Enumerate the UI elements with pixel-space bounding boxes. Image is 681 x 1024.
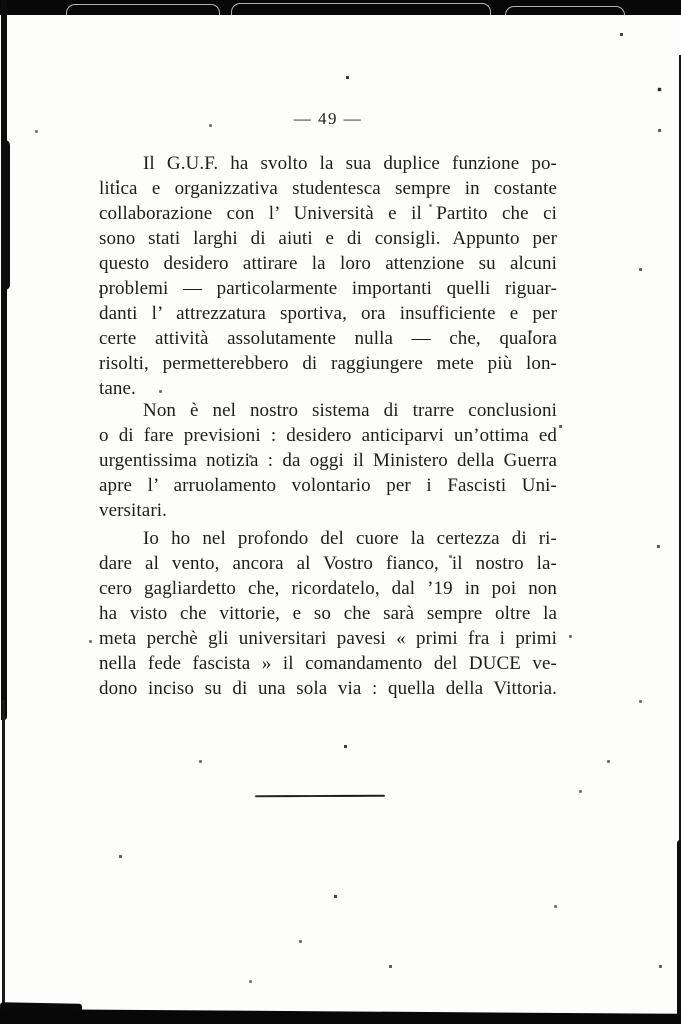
text-line: dono inciso su di una sola via : quella della Vittoria.	[99, 678, 557, 699]
scan-noise-specks	[0, 0, 1, 1]
text-line: certe attività assolutamente nulla — che, qualora	[99, 328, 557, 349]
paragraph-1	[99, 151, 557, 401]
section-divider	[255, 795, 385, 798]
text-line: cero gagliardetto che, ricordatelo, dal ’19 in poi non	[99, 578, 557, 599]
text-line: problemi — particolarmente importanti quelli riguar-	[99, 278, 557, 299]
text-line: nella fede fascista » il comandamento del DUCE ve-	[99, 653, 557, 674]
scan-edge-bottom	[0, 1009, 681, 1024]
text-line: urgentissima notizia : da oggi il Ministero della Guerra	[99, 450, 557, 471]
page-edge-outline	[66, 4, 220, 16]
text-line: meta perchè gli universitari pavesi « primi fra i primi	[99, 628, 557, 649]
text-line: tane.	[99, 378, 136, 399]
text-line: Il G.U.F. ha svolto la sua duplice funzione po-	[143, 153, 557, 174]
text-line: litica e organizzativa studentesca sempre in costante	[99, 178, 557, 199]
text-line: Non è nel nostro sistema di trarre conclusioni	[143, 400, 557, 421]
text-line: sono stati larghi di aiuti e di consigli. Appunto per	[99, 228, 557, 249]
page-edge-outline	[231, 3, 491, 16]
paragraph-2	[99, 398, 557, 523]
page-number: — 49 —	[293, 109, 363, 128]
text-line: risolti, permetterebbero di raggiungere mete più lon-	[99, 353, 557, 374]
text-line: danti l’ attrezzatura sportiva, ora insufficiente e per	[99, 303, 557, 324]
text-line: collaborazione con l’ Università e il Partito che ci	[99, 203, 557, 224]
text-line: o di fare previsioni : desidero anticiparvi un’ottima ed	[99, 425, 557, 446]
scan-edge-top	[0, 0, 681, 15]
paragraph-3	[99, 526, 557, 701]
text-line: Io ho nel profondo del cuore la certezza di ri-	[143, 528, 557, 549]
text-line: questo desidero attirare la loro attenzione su alcuni	[99, 253, 557, 274]
text-line: apre l’ arruolamento volontario per i Fascisti Uni-	[99, 475, 557, 496]
text-line: dare al vento, ancora al Vostro fianco, il nostro la-	[99, 553, 557, 574]
scan-edge-left	[2, 700, 5, 1024]
scan-edge-left	[1, 140, 10, 290]
text-line: versitari.	[99, 500, 168, 521]
scan-edge-right	[677, 840, 681, 1024]
scan-edge-left	[1, 0, 7, 720]
page-edge-outline	[505, 6, 625, 16]
text-line: ha visto che vittorie, e so che sarà sempre oltre la	[99, 603, 557, 624]
